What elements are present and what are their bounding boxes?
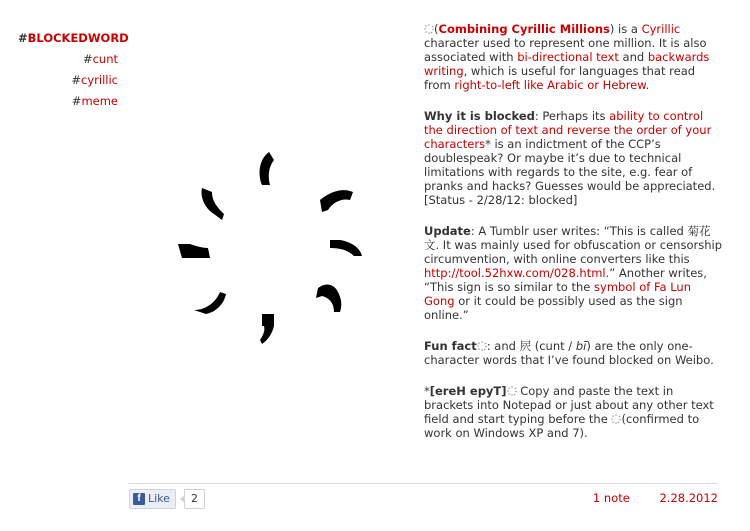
million-sign-inline-icon — [507, 386, 517, 396]
link-right-to-left[interactable]: right-to-left like Arabic or Hebrew — [454, 78, 646, 92]
heading-why-blocked: Why it is blocked — [424, 109, 535, 123]
tag-list — [18, 28, 129, 112]
million-sign-icon — [150, 130, 390, 370]
million-sign-inline-icon — [611, 414, 621, 424]
tag-cunt[interactable]: #cunt — [82, 52, 118, 66]
paragraph-fun-fact: Fun fact : and 屄 (cunt / bī) are the only one-character words that I’ve found blocked on Weibo. — [424, 339, 714, 367]
paragraph-intro: (Combining Cyrillic Millions) is a Cyrillic character used to represent one million. It is also associated with bi-directional text and backwards writing, which is useful for languages that read from right-to-left like Arabic or Hebrew. — [424, 22, 710, 92]
tag-blockedword[interactable]: #BLOCKEDWORD — [18, 31, 129, 45]
like-label: Like — [148, 492, 170, 505]
facebook-like-button[interactable] — [129, 489, 176, 509]
link-backwards-writing[interactable]: backwards writing — [424, 50, 710, 78]
post-date-link[interactable]: 2.28.2012 — [659, 491, 718, 505]
article-body — [424, 22, 724, 457]
paragraph-type-here: *[ereH epyT] Copy and paste the text in brackets into Notepad or just about any other text field and start typing before the (confirmed to work on Windows XP and 7). — [424, 384, 714, 440]
link-bidirectional-text[interactable]: bi-directional text — [517, 50, 619, 64]
footer-divider — [128, 483, 718, 484]
paragraph-why-blocked: Why it is blocked: Perhaps its ability to control the direction of text and reverse the order of your characters* is an indictment of the CCP’s doublespeak? Or maybe it’s due to technical limitations with regards to the site, e.g. fear of pranks and hacks? Guesses would be appreciated. [Status - 2/28/12: blocked] — [424, 109, 716, 207]
link-cyrillic[interactable]: Cyrillic — [641, 22, 681, 36]
tag-cyrillic[interactable]: #cyrillic — [71, 73, 118, 87]
million-sign-inline-icon — [477, 341, 487, 351]
link-ability-control-direction[interactable]: ability to control the direction of text and reverse the order of your characters — [424, 109, 712, 151]
notes-link[interactable]: 1 note — [592, 491, 630, 505]
link-combining-cyrillic-millions[interactable]: Combining Cyrillic Millions — [438, 22, 610, 36]
heading-type-here: [ereH epyT] — [429, 384, 507, 398]
facebook-icon: f — [133, 493, 145, 505]
heading-fun-fact: Fun fact — [424, 339, 477, 353]
million-sign-inline-icon — [424, 24, 434, 34]
link-tool-52hxw[interactable]: http://tool.52hxw.com/028.html. — [424, 266, 610, 280]
link-falun-gong-symbol[interactable]: symbol of Fa Lun Gong — [424, 280, 691, 308]
heading-update: Update — [424, 224, 471, 238]
like-count-badge: 2 — [184, 489, 205, 509]
post-meta — [567, 491, 718, 505]
million-sign-illustration — [150, 130, 390, 370]
tag-meme[interactable]: #meme — [71, 94, 118, 108]
paragraph-update: Update: A Tumblr user writes: “This is called 菊花文. It was mainly used for obfuscation or censorship circumvention, with online converters like this http://tool.52hxw.com/028.html.” Another writes, “This sign is so similar to the symbol of Fa Lun Gong or it could be possibly used as the sign online.” — [424, 224, 722, 322]
